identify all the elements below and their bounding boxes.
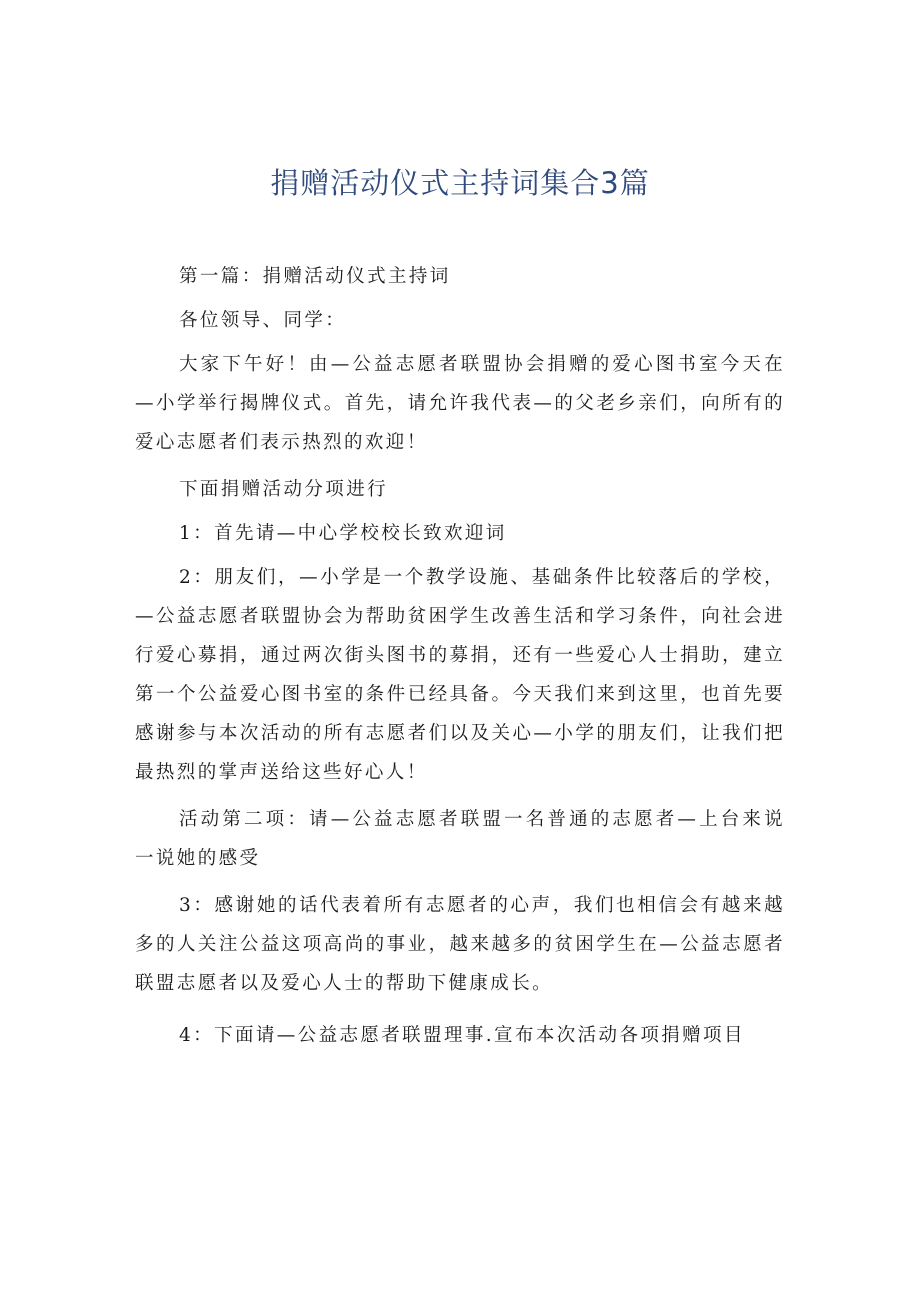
paragraph-item-1: 1：首先请—中心学校校长致欢迎词 <box>179 523 507 544</box>
paragraph-agenda-intro: 下面捐赠活动分项进行 <box>179 479 389 500</box>
paragraph-activity-2: 活动第二项：请—公益志愿者联盟一名普通的志愿者—上台来说一说她的感受 <box>135 809 785 869</box>
paragraph-section-heading: 第一篇：捐赠活动仪式主持词 <box>179 266 451 287</box>
paragraph-item-2: 2：朋友们，—小学是一个教学设施、基础条件比较落后的学校，—公益志愿者联盟协会为帮助贫困学生改善生活和学习条件，向社会进行爱心募捐，通过两次街头图书的募捐，还有一些爱心人士捐助，建立第一个公益爱心图书室的条件已经具备。今天我们来到这里，也首先要感谢参与本次活动的所有志愿者们以及关心—小学的朋友们，让我们把最热烈的掌声送给这些好心人！ <box>135 567 785 783</box>
document-title: 捐赠活动仪式主持词集合3篇 <box>270 166 650 200</box>
paragraph-salutation: 各位领导、同学： <box>179 310 347 331</box>
paragraph-item-4: 4：下面请—公益志愿者联盟理事.宣布本次活动各项捐赠项目 <box>179 1025 745 1046</box>
paragraph-item-3: 3：感谢她的话代表着所有志愿者的心声，我们也相信会有越来越多的人关注公益这项高尚的事业，越来越多的贫困学生在—公益志愿者联盟志愿者以及爱心人士的帮助下健康成长。 <box>135 895 785 994</box>
paragraph-greeting: 大家下午好！由—公益志愿者联盟协会捐赠的爱心图书室今天在—小学举行揭牌仪式。首先，请允许我代表—的父老乡亲们，向所有的爱心志愿者们表示热烈的欢迎！ <box>135 354 785 453</box>
document-body <box>135 257 785 1055</box>
